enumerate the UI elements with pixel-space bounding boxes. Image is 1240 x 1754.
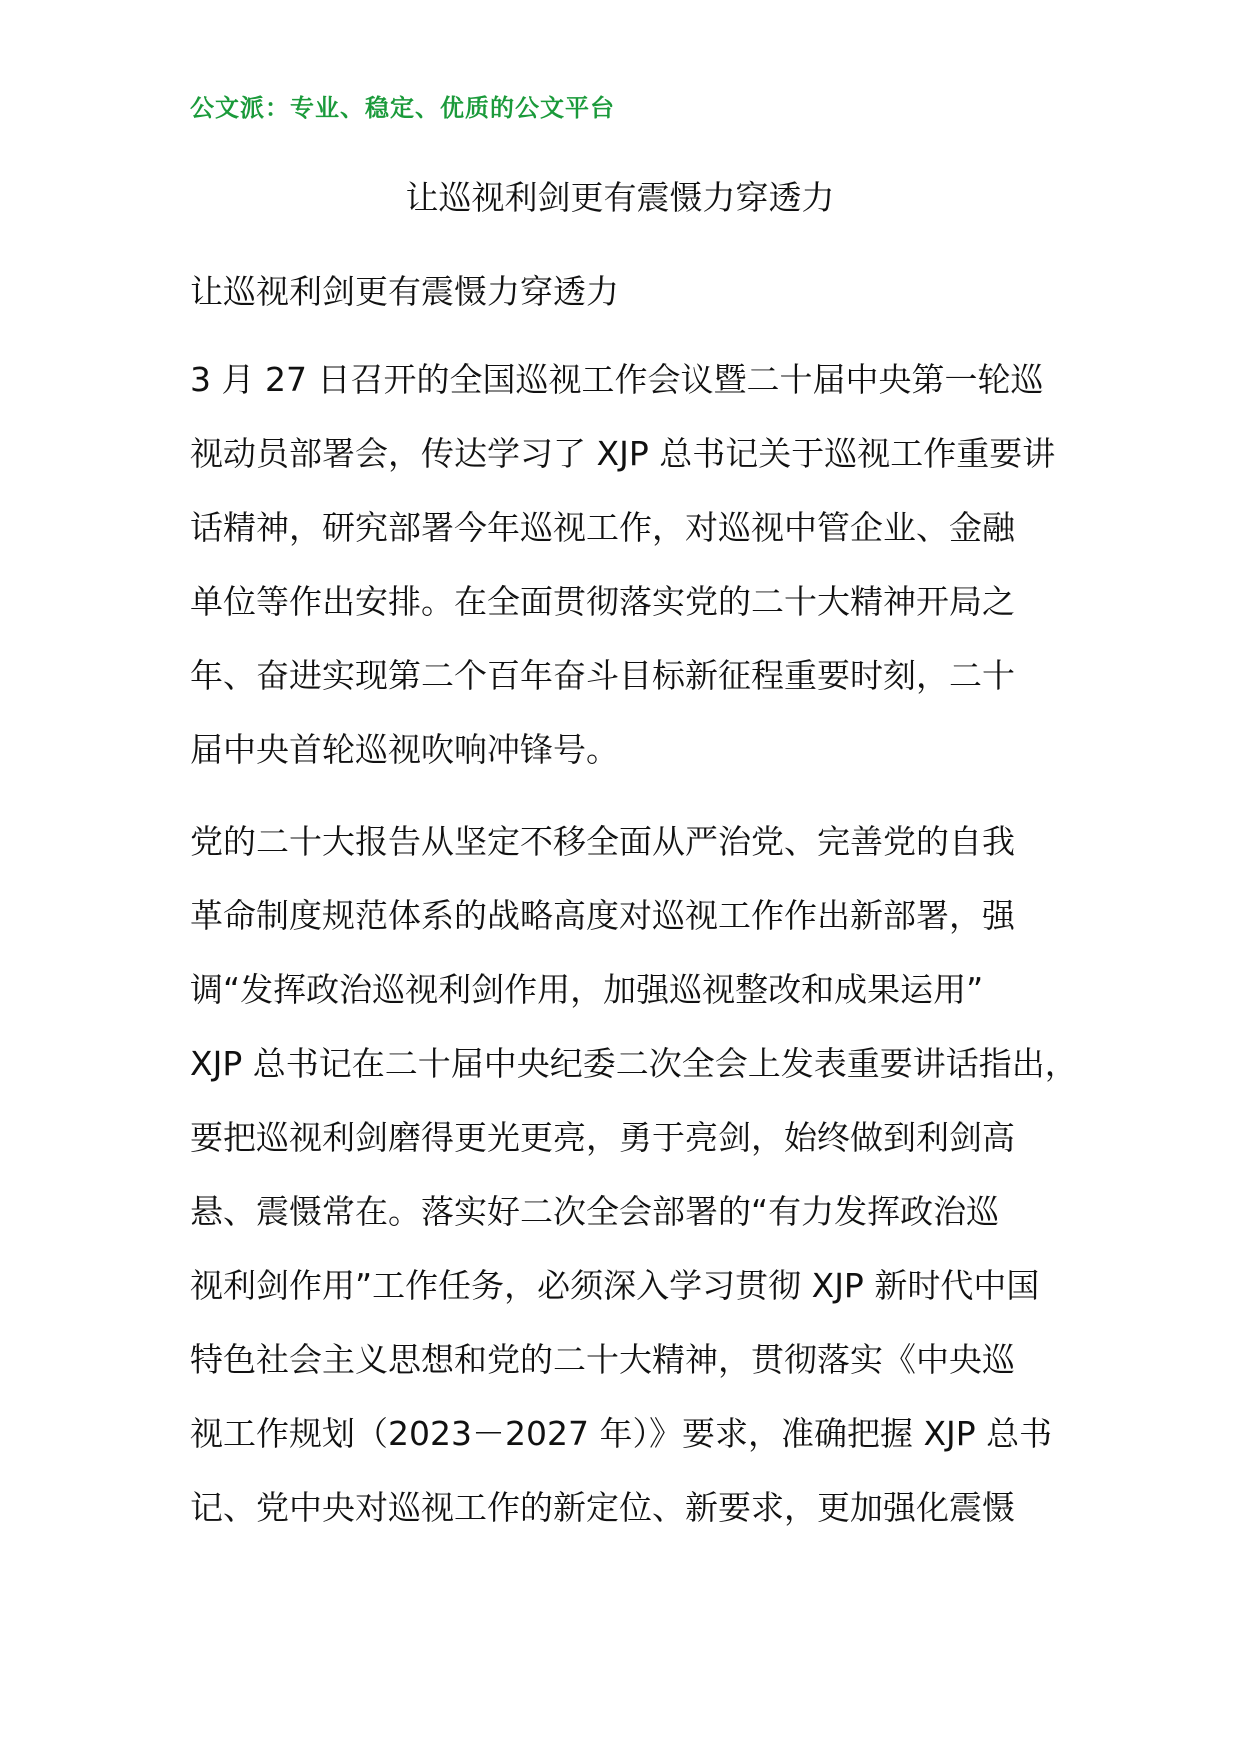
document-title: 让巡视利剑更有震慑力穿透力 xyxy=(405,178,835,217)
paragraph-2-line: 党的二十大报告从坚定不移全面从严治党、完善党的自我 xyxy=(190,822,1015,861)
paragraph-1-line: 单位等作出安排。在全面贯彻落实党的二十大精神开局之 xyxy=(190,582,1015,621)
paragraph-2-line: 要把巡视利剑磨得更光更亮，勇于亮剑，始终做到利剑高 xyxy=(190,1118,1015,1157)
paragraph-2-line: 悬、震慑常在。落实好二次全会部署的“有力发挥政治巡 xyxy=(190,1192,1000,1231)
paragraph-2-line: 革命制度规范体系的战略高度对巡视工作作出新部署，强 xyxy=(190,896,1015,935)
paragraph-2-line: XJP 总书记在二十届中央纪委二次全会上发表重要讲话指出， xyxy=(190,1044,1078,1083)
paragraph-1-line: 年、奋进实现第二个百年奋斗目标新征程重要时刻，二十 xyxy=(190,656,1015,695)
paragraph-1-line: 话精神，研究部署今年巡视工作，对巡视中管企业、金融 xyxy=(190,508,1015,547)
paragraph-2-line: 记、党中央对巡视工作的新定位、新要求，更加强化震慑 xyxy=(190,1488,1015,1527)
paragraph-1-line: 视动员部署会，传达学习了 XJP 总书记关于巡视工作重要讲 xyxy=(190,434,1056,473)
paragraph-2-line: 视工作规划（2023－2027 年）》要求，准确把握 XJP 总书 xyxy=(190,1414,1053,1453)
paragraph-1-line: 届中央首轮巡视吹响冲锋号。 xyxy=(190,730,619,769)
paragraph-2-line: 调“发挥政治巡视利剑作用，加强巡视整改和成果运用” xyxy=(190,970,984,1009)
paragraph-2-line: 特色社会主义思想和党的二十大精神，贯彻落实《中央巡 xyxy=(190,1340,1015,1379)
paragraph-2-line: 视利剑作用”工作任务，必须深入学习贯彻 XJP 新时代中国 xyxy=(190,1266,1040,1305)
brand-header: 公文派：专业、稳定、优质的公文平台 xyxy=(190,94,615,122)
paragraph-1-line: 3 月 27 日召开的全国巡视工作会议暨二十届中央第一轮巡 xyxy=(190,360,1044,399)
document-subtitle: 让巡视利剑更有震慑力穿透力 xyxy=(190,272,619,311)
